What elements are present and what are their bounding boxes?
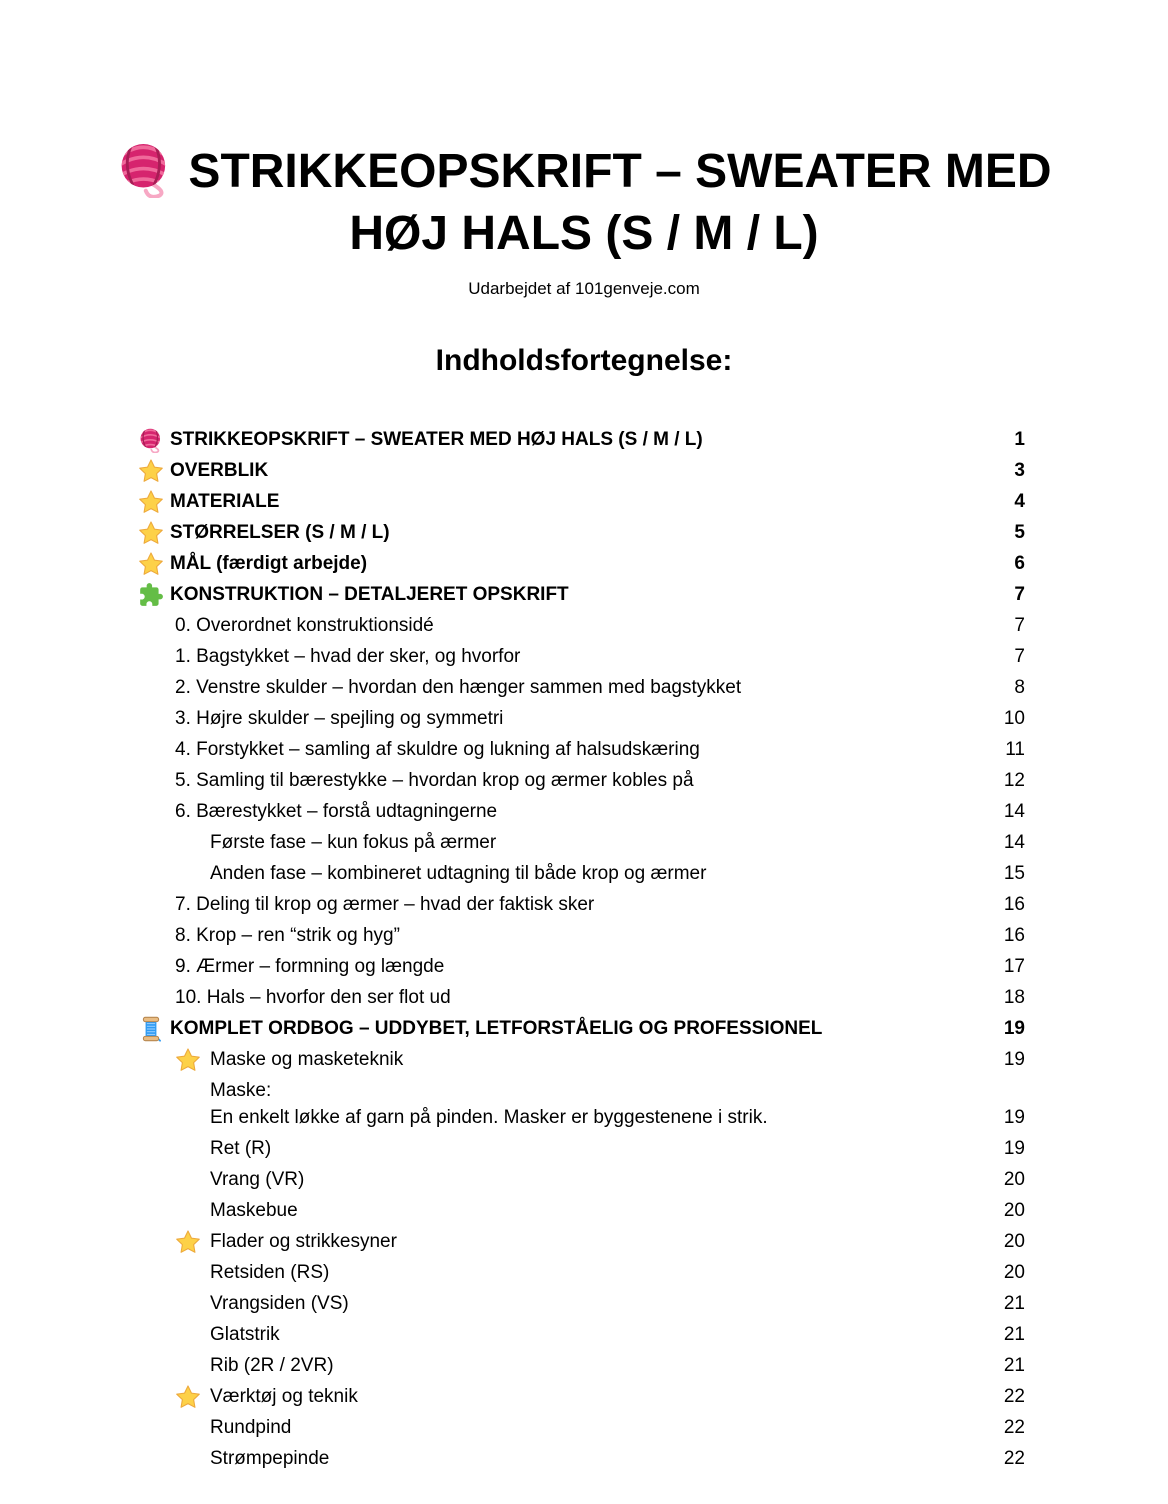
toc-entry[interactable] <box>138 424 1025 455</box>
toc-entry[interactable] <box>138 920 1025 951</box>
toc-entry-page: 12 <box>1003 770 1025 791</box>
toc-entry-page: 4 <box>1014 491 1025 512</box>
spool-icon <box>138 1016 164 1042</box>
toc-entry-label: Retsiden (RS) <box>210 1262 330 1283</box>
toc-entry-label: Værktøj og teknik <box>210 1386 358 1407</box>
toc-entry-page: 15 <box>1003 863 1025 884</box>
toc-entry-page: 22 <box>1003 1417 1025 1438</box>
subtitle: Udarbejdet af 101genveje.com <box>468 279 700 298</box>
toc-entry-label: 10. Hals – hvorfor den ser flot ud <box>175 987 451 1008</box>
toc-entry-page: 20 <box>1003 1262 1025 1283</box>
toc-entry[interactable] <box>138 889 1025 920</box>
toc-entry-label: KOMPLET ORDBOG – UDDYBET, LETFORSTÅELIG OG PROFESSIONEL <box>170 1018 823 1039</box>
toc-entry-page: 10 <box>1003 708 1025 729</box>
toc-entry-page: 17 <box>1003 956 1025 977</box>
yarn-icon <box>138 427 164 453</box>
toc-entry[interactable] <box>138 827 1025 858</box>
toc-entry-label: 2. Venstre skulder – hvordan den hænger sammen med bagstykket <box>175 677 742 698</box>
toc-entry-label: STØRRELSER (S / M / L) <box>170 522 390 543</box>
toc-entry[interactable] <box>138 548 1025 579</box>
toc-entry-page: 11 <box>1005 739 1025 760</box>
toc-entry-page: 20 <box>1003 1200 1025 1221</box>
toc-entry[interactable] <box>138 1195 1025 1226</box>
toc-entry-label: 5. Samling til bærestykke – hvordan krop og ærmer kobles på <box>175 770 694 791</box>
toc-entry-page: 22 <box>1003 1386 1025 1407</box>
toc-entry-page: 19 <box>1003 1107 1025 1128</box>
toc-entry[interactable] <box>138 1164 1025 1195</box>
toc-entry-page: 7 <box>1014 615 1025 636</box>
toc-entry[interactable] <box>138 1257 1025 1288</box>
toc-entry-label: Anden fase – kombineret udtagning til både krop og ærmer <box>210 863 707 884</box>
toc-entry-label: Rundpind <box>210 1417 292 1438</box>
toc-entry-label: Rib (2R / 2VR) <box>210 1355 334 1376</box>
toc-entry[interactable] <box>138 796 1025 827</box>
toc-entry-page: 7 <box>1014 646 1025 667</box>
toc-entry-page: 21 <box>1003 1355 1025 1376</box>
star-icon <box>175 1229 201 1255</box>
puzzle-icon <box>138 582 164 608</box>
star-icon <box>175 1384 201 1410</box>
toc-entry-label: Maske og masketeknik <box>210 1049 404 1070</box>
toc-entry-page: 7 <box>1014 584 1025 605</box>
toc-entry-label: Vrangsiden (VS) <box>210 1293 349 1314</box>
title-line1: STRIKKEOPSKRIFT – SWEATER MED <box>188 145 1052 198</box>
toc-entry-label: 4. Forstykket – samling af skuldre og lukning af halsudskæring <box>175 739 700 760</box>
toc-entry[interactable] <box>138 1075 1025 1133</box>
toc-entry[interactable] <box>138 858 1025 889</box>
toc-entry[interactable] <box>138 1381 1025 1412</box>
toc-entry[interactable] <box>138 1412 1025 1443</box>
toc-entry[interactable] <box>138 579 1025 610</box>
toc-entry-page: 18 <box>1003 987 1025 1008</box>
page-title <box>0 140 1168 265</box>
toc-list <box>138 424 1025 1474</box>
toc-entry-page: 19 <box>1003 1018 1025 1039</box>
toc-entry-label: Flader og strikkesyner <box>210 1231 397 1252</box>
star-icon <box>138 551 164 577</box>
toc-entry[interactable] <box>138 1226 1025 1257</box>
toc-entry[interactable] <box>138 1044 1025 1075</box>
toc-entry-page: 6 <box>1014 553 1025 574</box>
title-line2: HØJ HALS (S / M / L) <box>349 207 819 260</box>
toc-entry-label: 7. Deling til krop og ærmer – hvad der faktisk sker <box>175 894 595 915</box>
toc-entry-page: 1 <box>1014 429 1025 450</box>
toc-entry[interactable] <box>138 1133 1025 1164</box>
toc-entry-label: STRIKKEOPSKRIFT – SWEATER MED HØJ HALS (S / M / L) <box>170 429 703 450</box>
toc-entry[interactable] <box>138 641 1025 672</box>
toc-entry[interactable] <box>138 1288 1025 1319</box>
toc-entry-label: Første fase – kun fokus på ærmer <box>210 832 497 853</box>
toc-entry-page: 14 <box>1003 832 1025 853</box>
star-icon <box>138 458 164 484</box>
yarn-ball-icon <box>116 140 174 198</box>
toc-entry-page: 14 <box>1003 801 1025 822</box>
toc-entry[interactable] <box>138 1319 1025 1350</box>
toc-entry[interactable] <box>138 734 1025 765</box>
toc-entry-page: 19 <box>1003 1138 1025 1159</box>
toc-entry-page: 20 <box>1003 1231 1025 1252</box>
toc-entry-label: 9. Ærmer – formning og længde <box>175 956 445 977</box>
toc-entry[interactable] <box>138 517 1025 548</box>
toc-entry-page: 22 <box>1003 1448 1025 1469</box>
toc-entry-page: 21 <box>1003 1293 1025 1314</box>
toc-entry-label: 6. Bærestykket – forstå udtagningerne <box>175 801 498 822</box>
toc-entry[interactable] <box>138 982 1025 1013</box>
star-icon <box>138 489 164 515</box>
toc-entry[interactable] <box>138 455 1025 486</box>
toc-entry-label: Maskebue <box>210 1200 298 1221</box>
toc-entry[interactable] <box>138 703 1025 734</box>
toc-entry-label: Ret (R) <box>210 1138 272 1159</box>
toc-entry-label: MATERIALE <box>170 491 280 512</box>
toc-entry[interactable] <box>138 610 1025 641</box>
toc-entry[interactable] <box>138 1350 1025 1381</box>
toc-entry-label: KONSTRUKTION – DETALJERET OPSKRIFT <box>170 584 569 605</box>
toc-entry-page: 3 <box>1014 460 1025 481</box>
toc-entry[interactable] <box>138 672 1025 703</box>
toc-heading: Indholdsfortegnelse: <box>435 344 733 377</box>
toc-entry[interactable] <box>138 1013 1025 1044</box>
toc-entry-label: Glatstrik <box>210 1324 280 1345</box>
toc-entry-label: Maske: En enkelt løkke af garn på pinden. Masker er byggestenene i strik. <box>210 1080 768 1128</box>
toc-entry[interactable] <box>138 486 1025 517</box>
toc-entry-label: Strømpepinde <box>210 1448 330 1469</box>
toc-entry-label: Vrang (VR) <box>210 1169 305 1190</box>
toc-entry-page: 20 <box>1003 1169 1025 1190</box>
toc-entry-label: MÅL (færdigt arbejde) <box>170 553 368 574</box>
star-icon <box>138 520 164 546</box>
toc-entry-label: 8. Krop – ren “strik og hyg” <box>175 925 400 946</box>
toc-entry-page: 16 <box>1003 894 1025 915</box>
toc-entry[interactable] <box>138 765 1025 796</box>
toc-entry[interactable] <box>138 951 1025 982</box>
toc-entry-label: OVERBLIK <box>170 460 269 481</box>
toc-entry-label: 0. Overordnet konstruktionsidé <box>175 615 434 636</box>
toc-entry-page: 19 <box>1003 1049 1025 1070</box>
toc-entry-label: 3. Højre skulder – spejling og symmetri <box>175 708 504 729</box>
toc-entry-page: 8 <box>1014 677 1025 698</box>
toc-entry-page: 5 <box>1014 522 1025 543</box>
star-icon <box>175 1047 201 1073</box>
toc-entry-label: 1. Bagstykket – hvad der sker, og hvorfor <box>175 646 521 667</box>
toc-entry[interactable] <box>138 1443 1025 1474</box>
toc-entry-page: 16 <box>1003 925 1025 946</box>
toc-entry-page: 21 <box>1003 1324 1025 1345</box>
